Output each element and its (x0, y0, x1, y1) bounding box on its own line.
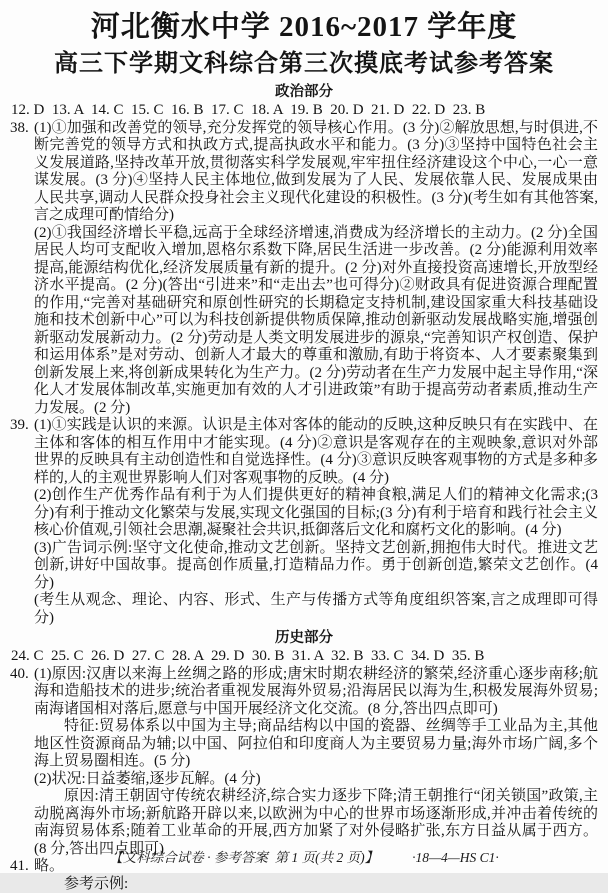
question-38-body (34, 120, 598, 418)
question-41-answer: 略。 (34, 858, 598, 876)
question-39 (10, 417, 598, 627)
question-39-number: 39. (10, 417, 29, 435)
question-38-answer-part1: (1)①加强和改善党的领导,充分发挥党的领导核心作用。(3 分)②解放思想,与时俱进,不断完善党的领导方式和执政方式,提高执政水平和能力。(3 分)③坚持中国特色社会主义发展道路,坚持改革开放,贯彻落实科学发展观,牢牢扭住经济建设这个中心,一心一意谋发展。(3 分)④坚持人民主体地位,做到发展为了人民、发展依靠人民、发展成果由人民共享,调动人民群众投身社会主义现代化建设的积极性。(3 分)(考生如有其他答案,言之成理可酌情给分) (34, 120, 598, 225)
question-39-answer-part3: (3)广告词示例:坚守文化使命,推动文艺创新。坚持文艺创新,拥抱伟大时代。推进文艺创新,讲好中国故事。提高创作质量,打造精品力作。勇于创新创造,繁荣文艺创作。(4 分) (34, 540, 598, 593)
question-40-features: 特征:贸易体系以中国为主导;商品结构以中国的瓷器、丝绸等手工业品为主,其他地区性资源商品为辅;以中国、阿拉伯和印度商人为主要贸易力量;海外市场广阔,多个海上贸易圈相连。(5 分) (34, 718, 598, 771)
question-40-status: (2)状况:日益萎缩,逐步瓦解。(4 分) (34, 771, 598, 789)
question-39-body (34, 417, 598, 627)
history-section-header: 历史部分 (10, 629, 598, 648)
question-39-answer-part2: (2)创作生产优秀作品有利于为人们提供更好的精神食粮,满足人们的精神文化需求;(3 分)有利于推动文化繁荣与发展,实现文化强国的目标;(3 分)有利于培育和践行社会主义核心价值观,引领社会思潮,凝聚社会共识,抵御落后文化和腐朽文化的影响。(4 分) (34, 487, 598, 540)
question-40-body (34, 666, 598, 859)
page-footer (0, 846, 608, 866)
footer-print-code: ·18—4—HS C1· (412, 850, 499, 866)
question-38-answer-part2: (2)①我国经济增长平稳,远高于全球经济增速,消费成为经济增长的主动力。(2 分)全国居民人均可支配收入增加,恩格尔系数下降,居民生活进一步改善。(2 分)能源利用效率提高,能源结构优化,经济发展质量有新的提升。(2 分)对外直接投资高速增长,开放型经济水平提高。(2 分)(答出“引进来”和“走出去”也可得分)②财政具有促进资源合理配置的作用,“完善对基础研究和原创性研究的长期稳定支持机制,建设国家重大科技基础设施和技术创新中心”可以为科技创新提供物质保障,推动创新驱动发展战略实施,增强创新驱动发展新动力。(2 分)劳动是人类文明发展进步的源泉,“完善知识产权创造、保护和运用体系”是对劳动、创新人才最大的尊重和激励,有助于将资本、人才要素聚集到创新发展上来,将创新成果转化为生产力。(2 分)劳动者在生产力发展中起主导作用,“深化人才发展体制改革,实施更加有效的人才引进政策”有助于提高劳动者素质,推动生产力发展。(2 分) (34, 225, 598, 418)
question-39-answer-part1: (1)①实践是认识的来源。认识是主体对客体的能动的反映,这种反映只有在实践中、在主体和客体的相互作用中才能实现。(4 分)②意识是客观存在的主观映象,意识对外部世界的反映具有主动创造性和自觉选择性。(4 分)③意识反映客观事物的方式是多种多样的,人的主观世界影响人们对客观事物的反映。(4 分) (34, 417, 598, 487)
question-39-grading-note: (考生从观念、理论、内容、形式、生产与传播方式等角度组织答案,言之成理即可得分) (34, 592, 598, 627)
question-40-reasons: (1)原因:汉唐以来海上丝绸之路的形成;唐宋时期农耕经济的繁荣,经济重心逐步南移;航海和造船技术的进步;统治者重视发展海外贸易;沿海居民以海为生,积极发展海外贸易;南海诸国相对落后,愿意与中国开展经济文化交流。(8 分,答出四点即可) (34, 666, 598, 719)
doc-title: 河北衡水中学 2016~2017 学年度 (10, 8, 598, 46)
question-40-number: 40. (10, 666, 29, 684)
question-38-number: 38. (10, 120, 29, 138)
history-choice-answers: 24. C 25. C 26. D 27. C 28. A 29. D 30. B 31. A 32. B 33. C 34. D 35. B (10, 648, 598, 666)
politics-section-header: 政治部分 (10, 83, 598, 102)
politics-choice-answers: 12. D 13. A 14. C 15. C 16. B 17. C 18. A 19. B 20. D 21. D 22. D 23. B (10, 102, 598, 120)
question-38 (10, 120, 598, 418)
question-40-causes: 原因:清王朝固守传统农耕经济,综合实力逐步下降;清王朝推行“闭关锁国”政策,主动脱离海外市场;新航路开辟以来,以欧洲为中心的世界市场逐渐形成,并冲击着传统的南海贸易体系;随着工业革命的开展,西方加紧了对外侵略扩张,东方日益从属于西方。(8 分,答出四点即可) (34, 788, 598, 858)
footer-document-label: 【文科综合试卷 · 参考答案 第 1 页(共 2 页)】 (109, 846, 378, 866)
question-41-number: 41. (10, 858, 29, 876)
doc-subtitle: 高三下学期文科综合第三次摸底考试参考答案 (10, 46, 598, 81)
question-40 (10, 666, 598, 859)
question-41-example-label: 参考示例: (34, 876, 598, 893)
